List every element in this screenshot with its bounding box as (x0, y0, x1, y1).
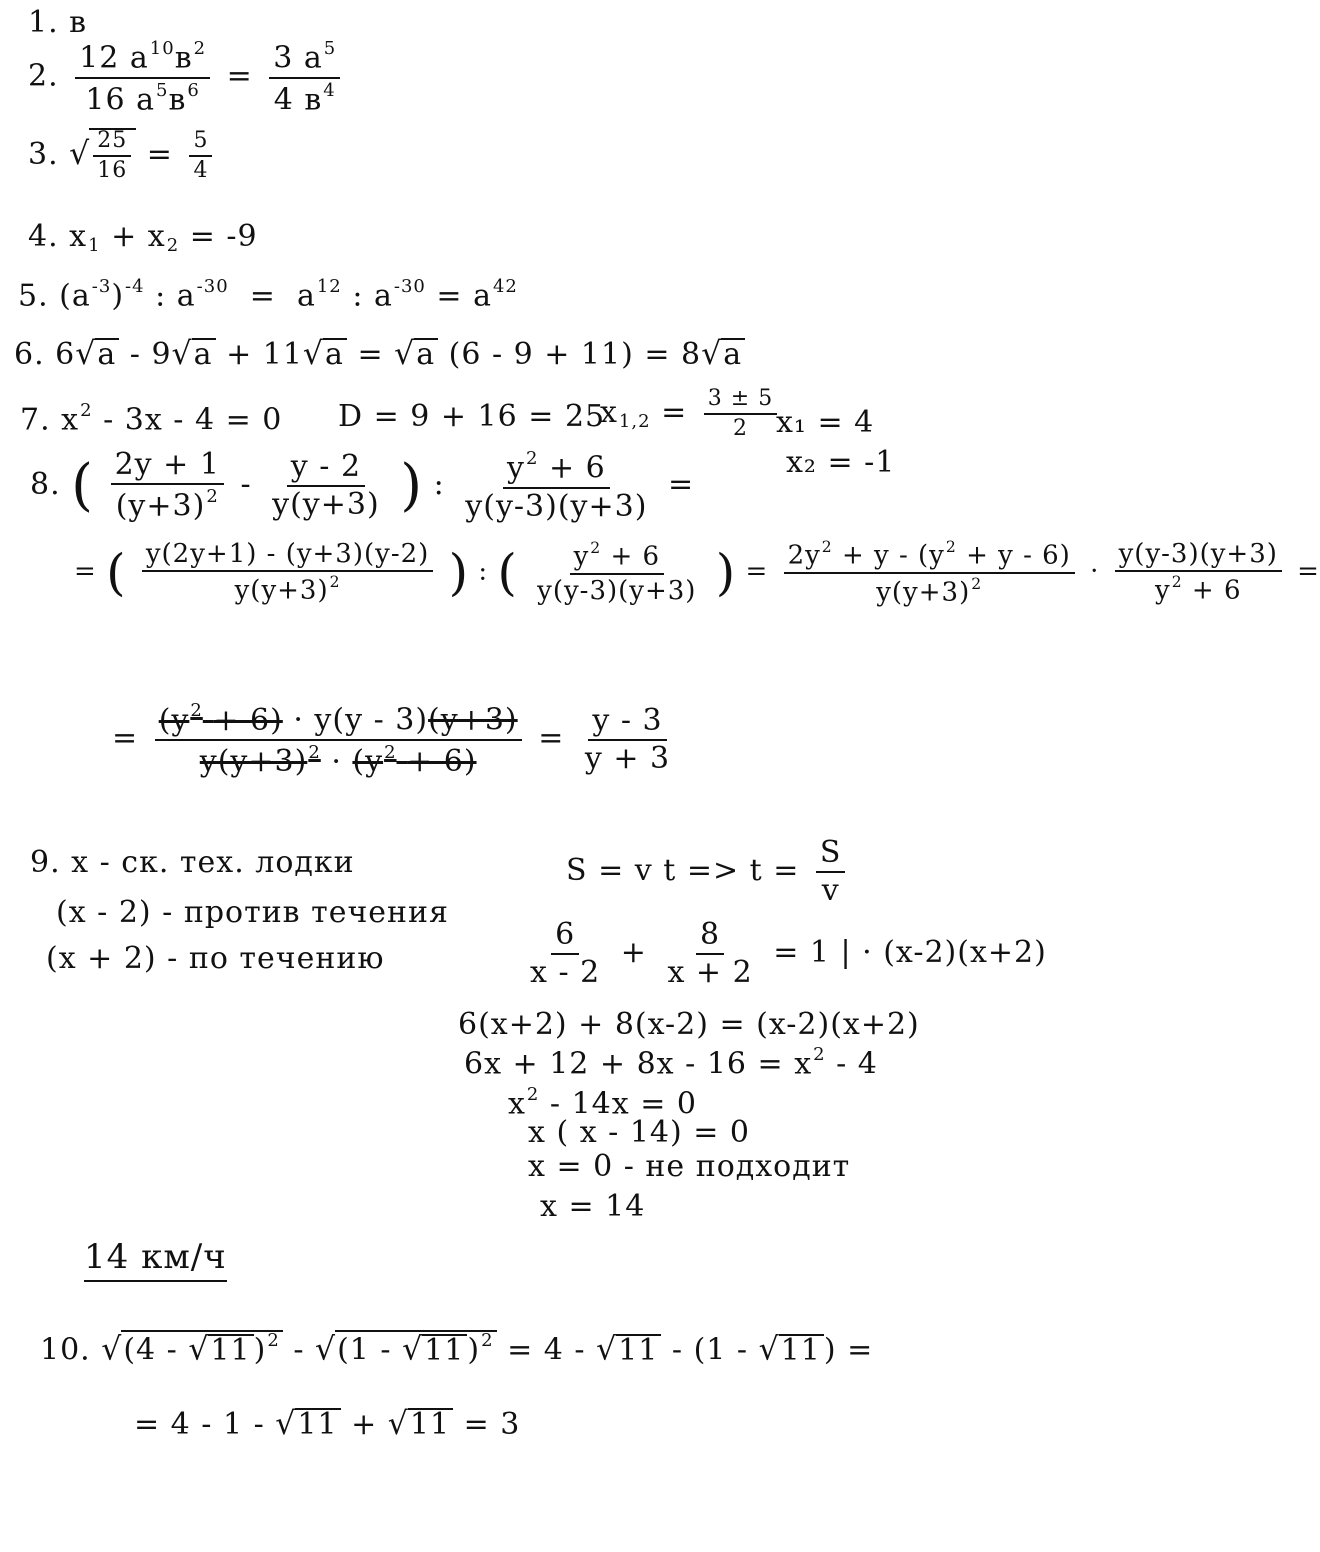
problem-9-line-2: (x - 2) - против течения (56, 895, 449, 930)
problem-number: 9. (30, 845, 61, 880)
problem-9-step-2: $6x + 12 + 8x - 16 = x^2 - 4$ (464, 1044, 878, 1082)
problem-number: 7. (20, 402, 51, 438)
problem-4: 4. x1 + x2 = -9 (28, 219, 258, 256)
sqrt-icon: √ (75, 336, 97, 372)
problem-number: 10. (40, 1332, 91, 1368)
root-x2: x₂ = -1 (786, 445, 896, 480)
problem-8-line-2: = ( $\frac{y(2y+1) - (y+3)(y-2)}{y(y+3)^2}$ ) : ( $\frac{y^2 + 6}{y(y-3)(y+3)}$ ) = $\frac{2y^2 + y - (y^2 + y - 6)}{y(y+3)^2}$ · $\frac{y(y-3)(y+3)}{y^2 + 6}$ = (74, 538, 1320, 608)
problem-10-line-2: = 4 - 1 - √11 + √11 = 3 (134, 1406, 521, 1442)
problem-8-line-1: 8. ( $\frac{2y + 1}{(y+3)^2}$ - $\frac{y - 2}{y(y+3)}$ ) : $\frac{y^2 + 6}{y(y-3)(y+3)}$ = (30, 447, 695, 524)
problem-8-line-3: = $\frac{(y^2 + 6) \cdot y(y - 3)(y+3)}{y(y+3)^2 \cdot (y^2 + 6)}$ = $\frac{y - 3}{y + 3}$ (112, 700, 671, 779)
speed-formula: S = v t => t = $\frac{S}{v}$ (566, 838, 851, 906)
problem-9-equation: $\frac{6}{x - 2}$ + $\frac{8}{x + 2}$ = 1 | · (x-2)(x+2) (530, 917, 1047, 990)
roots-formula: x1,2 = $\frac{3 \pm 5}{2}$ (600, 388, 783, 440)
sqrt-icon: √ (315, 1331, 337, 1368)
sqrt-icon: √ (387, 1406, 409, 1442)
result-fraction: $\frac{5}{4}$ (189, 130, 212, 182)
sqrt-icon: √ (101, 1331, 123, 1368)
problem-9-step-5: x = 0 - не подходит (528, 1149, 851, 1184)
sqrt-icon: √ (701, 336, 723, 372)
fraction-rhs: $\frac{3 a^5}{4 в^4}$ (269, 40, 340, 115)
sqrt-icon: √ (302, 336, 324, 372)
problem-9-step-6: x = 14 (540, 1189, 646, 1224)
problem-3: 3. √ $\frac{25}{16}$ = $\frac{5}{4}$ (28, 128, 218, 182)
problem-number: 6. (14, 337, 45, 372)
problem-6: 6. 6√a - 9√a + 11√a = √a (6 - 9 + 11) = 8√a (14, 338, 745, 371)
sqrt-icon: √ (275, 1406, 297, 1442)
problem-9-step-4: x ( x - 14) = 0 (528, 1115, 750, 1150)
problem-2: 2. $\frac{12 a^{10}в^2}{16 a^5в^6}$ = $\frac{3 a^5}{4 в^4}$ (28, 40, 346, 115)
problem-number: 3. (28, 137, 59, 172)
root-x1: x₁ = 4 (776, 405, 875, 440)
problem-10-line-1: 10. √(4 - √11 )$^2$ - √(1 - √11 )$^2$ = 4 - √11 - (1 - √11 ) = (40, 1330, 874, 1368)
problem-1 (28, 5, 88, 40)
problem-9-line-3: (x + 2) - по течению (46, 941, 385, 976)
problem-5: 5. $(a^{-3})^{-4}$ : $a^{-30} = a^{12}$ : $a^{-30} = a^{42}$ (18, 276, 518, 314)
problem-number: 5. (18, 278, 49, 314)
problem-number: 2. (28, 58, 59, 94)
sqrt-icon: √ (188, 1331, 210, 1368)
sqrt-icon: √ (596, 1331, 618, 1368)
sqrt-icon: √ (171, 336, 193, 372)
problem-7: 7. $x^2 - 3x - 4 = 0$ (20, 400, 283, 438)
problem-number: 4. (28, 219, 59, 254)
problem-9-step-1: 6(x+2) + 8(x-2) = (x-2)(x+2) (458, 1007, 920, 1042)
sqrt-icon: √ (394, 336, 416, 372)
problem-number: 8. (30, 466, 61, 502)
discriminant: D = 9 + 16 = 25 (338, 399, 606, 434)
problem-9-line-1: 9. x - ск. тех. лодки (30, 845, 355, 880)
sqrt-icon: √ (402, 1331, 424, 1368)
fraction-lhs: $\frac{12 a^{10}в^2}{16 a^5в^6}$ (75, 40, 210, 115)
answer: в (69, 5, 88, 40)
problem-number: 1. (28, 5, 59, 40)
sqrt-icon: √ (69, 136, 91, 172)
problem-9-answer: 14 км/ч (84, 1240, 227, 1282)
problem-9-step-3: $x^2 - 14x = 0$ (508, 1084, 697, 1122)
sqrt-icon: √ (758, 1331, 780, 1368)
